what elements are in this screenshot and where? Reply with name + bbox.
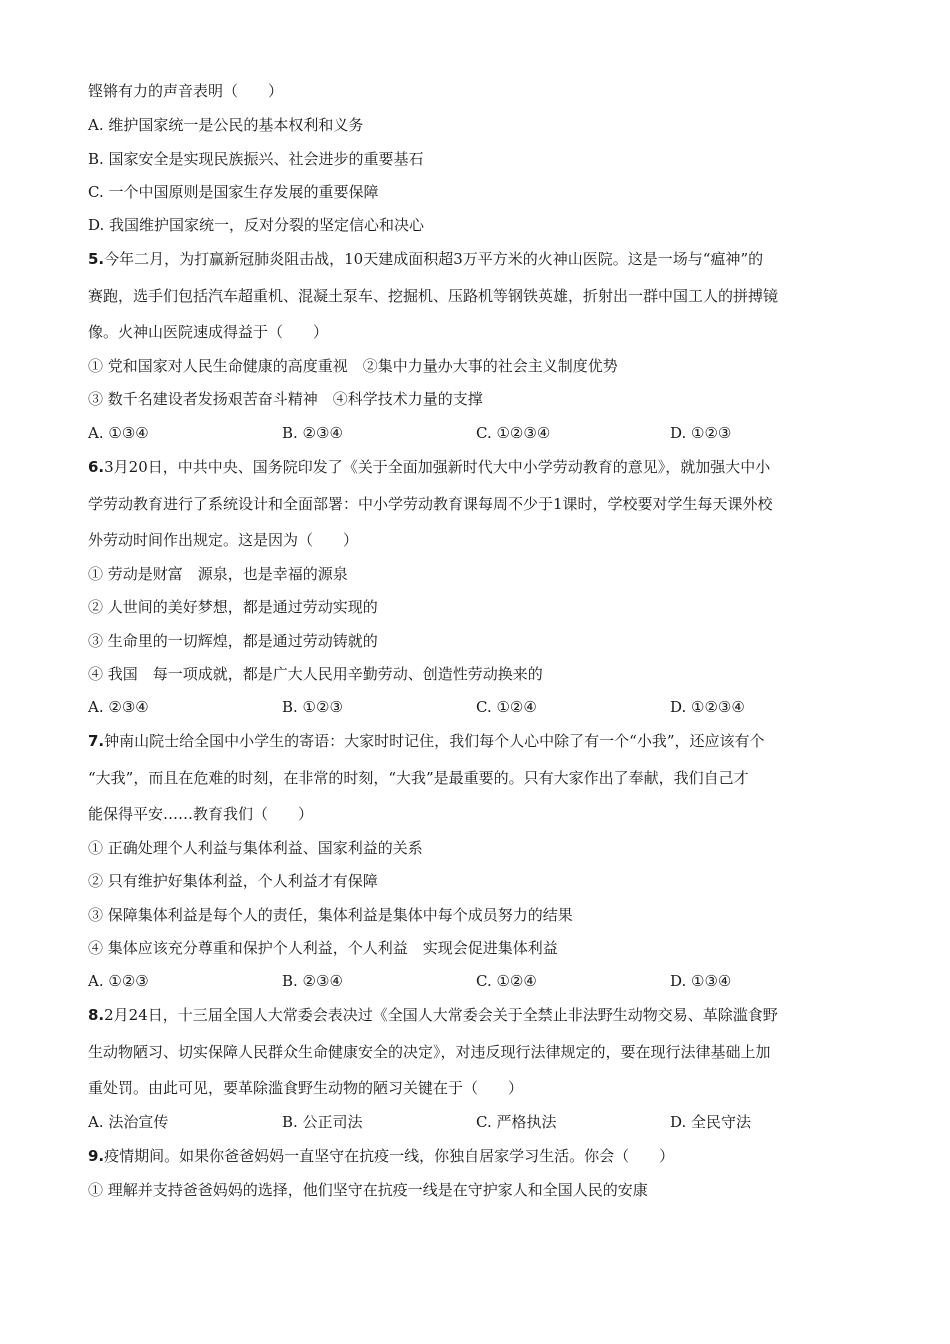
q5-stem-line-2: 赛跑，选手们包括汽车超重机、混凝土泵车、挖掘机、压路机等钢铁英雄，折射出一群中国工人的拼搏镜 [88, 287, 779, 305]
q6-stem-line-3: 外劳动时间作出规定。这是因为（ ） [88, 531, 359, 549]
q6-choice-b: B. ①②③ [282, 698, 343, 716]
q7-stem-line-2: “大我”，而且在危难的时刻，在非常的时刻，“大我”是最重要的。只有大家作出了奉献，我们自己才 [88, 769, 749, 787]
q4-option-c: C. 一个中国原则是国家生存发展的重要保障 [88, 183, 379, 201]
q7-stem-line-1: 7.钟南山院士给全国中小学生的寄语：大家时时记住，我们每个人心中除了有一个“小我”，还应该有个 [88, 732, 765, 750]
q5-choice-b: B. ②③④ [282, 424, 343, 442]
q8-choice-c: C. 严格执法 [476, 1113, 557, 1131]
q7-item-2: ② 只有维护好集体利益，个人利益才有保障 [88, 872, 378, 890]
q5-number: 5. [88, 250, 105, 268]
q9-number: 9. [88, 1147, 105, 1165]
q9-item-1: ① 理解并支持爸爸妈妈的选择，他们坚守在抗疫一线是在守护家人和全国人民的安康 [88, 1181, 648, 1199]
q8-stem-line-1: 8.2月24日，十三届全国人大常委会表决过《全国人大常委会关于全禁止非法野生动物交易、革除滥食野 [88, 1006, 778, 1024]
q4-option-d: D. 我国维护国家统一，反对分裂的坚定信心和决心 [88, 216, 425, 234]
q6-stem-line-2: 学劳动教育进行了系统设计和全面部署：中小学劳动教育课每周不少于1课时，学校要对学生每天课外校 [88, 495, 773, 513]
q6-choice-a: A. ②③④ [88, 698, 149, 716]
q7-number: 7. [88, 732, 105, 750]
q6-item-4: ④ 我国 每一项成就，都是广大人民用辛勤劳动、创造性劳动换来的 [88, 665, 543, 683]
q6-stem-line-1: 6.3月20日，中共中央、国务院印发了《关于全面加强新时代大中小学劳动教育的意见》，就加强大中小 [88, 458, 771, 476]
q7-item-1: ① 正确处理个人利益与集体利益、国家利益的关系 [88, 839, 423, 857]
q8-number: 8. [88, 1006, 105, 1024]
q6-item-1: ① 劳动是财富 源泉，也是幸福的源泉 [88, 565, 348, 583]
q7-item-3: ③ 保障集体利益是每个人的责任，集体利益是集体中每个成员努力的结果 [88, 906, 573, 924]
q6-number: 6. [88, 458, 105, 476]
q4-option-a: A. 维护国家统一是公民的基本权利和义务 [88, 116, 364, 134]
q5-stem-line-3: 像。火神山医院速成得益于（ ） [88, 323, 329, 341]
q9-stem-line-1: 9.疫情期间。如果你爸爸妈妈一直坚守在抗疫一线，你独自居家学习生活。你会（ ） [88, 1147, 675, 1165]
q5-stem-line-1: 5.今年二月，为打赢新冠肺炎阻击战，10天建成面积超3万平方米的火神山医院。这是一场与“瘟神”的 [88, 250, 764, 268]
q6-choice-d: D. ①②③④ [670, 698, 745, 716]
q8-choice-d: D. 全民守法 [670, 1113, 752, 1131]
q5-choice-a: A. ①③④ [88, 424, 149, 442]
q4-option-b: B. 国家安全是实现民族振兴、社会进步的重要基石 [88, 150, 424, 168]
q8-stem-line-3: 重处罚。由此可见，要革除滥食野生动物的陋习关键在于（ ） [88, 1079, 524, 1097]
q5-item-1: ① 党和国家对人民生命健康的高度重视 ②集中力量办大事的社会主义制度优势 [88, 357, 618, 375]
q7-item-4: ④ 集体应该充分尊重和保护个人利益，个人利益 实现会促进集体利益 [88, 939, 558, 957]
q7-choice-a: A. ①②③ [88, 972, 149, 990]
q5-choice-d: D. ①②③ [670, 424, 732, 442]
q5-choice-c: C. ①②③④ [476, 424, 551, 442]
q6-choice-c: C. ①②④ [476, 698, 537, 716]
q7-stem-line-3: 能保得平安……教育我们（ ） [88, 805, 314, 823]
q7-choice-d: D. ①③④ [670, 972, 732, 990]
q8-choice-a: A. 法治宣传 [88, 1113, 169, 1131]
q4-stem-tail: 铿锵有力的声音表明（ ） [88, 82, 284, 100]
q7-choice-b: B. ②③④ [282, 972, 343, 990]
q6-item-3: ③ 生命里的一切辉煌，都是通过劳动铸就的 [88, 632, 378, 650]
q8-stem-line-2: 生动物陋习、切实保障人民群众生命健康安全的决定》，对违反现行法律规定的，要在现行法律基础上加 [88, 1043, 771, 1061]
q7-choice-c: C. ①②④ [476, 972, 537, 990]
q5-item-2: ③ 数千名建设者发扬艰苦奋斗精神 ④科学技术力量的支撑 [88, 390, 483, 408]
q6-item-2: ② 人世间的美好梦想，都是通过劳动实现的 [88, 598, 378, 616]
q8-choice-b: B. 公正司法 [282, 1113, 363, 1131]
